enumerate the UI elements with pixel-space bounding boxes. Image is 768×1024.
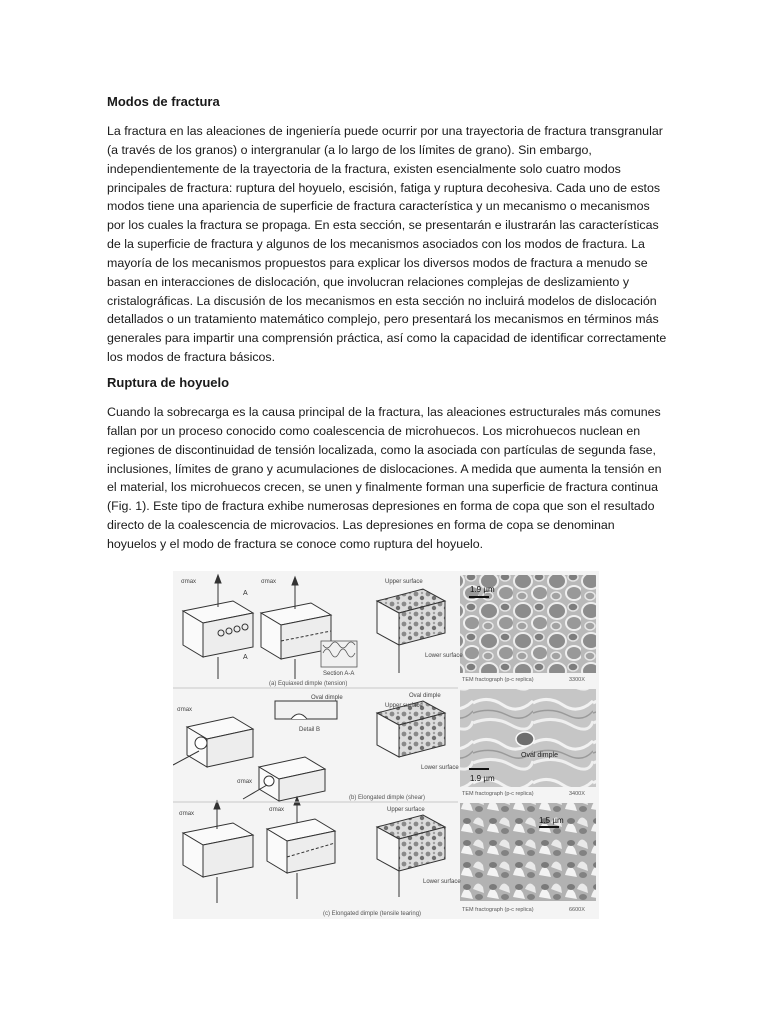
row-a-block-diagram-split: [261, 577, 331, 679]
row-c-scale-label: 1.5 µm: [539, 816, 564, 825]
row-b-label-1: Detail B: [299, 727, 321, 733]
row-a-scale-label: 1.9 µm: [470, 585, 495, 594]
row-b-label-6: σmax: [237, 779, 253, 785]
row-b-label-3: Upper surface: [385, 703, 423, 709]
row-b-magnification: 3400X: [569, 791, 585, 797]
row-c-label-2: Upper surface: [387, 807, 425, 813]
figure-dimple-rupture-modes: [173, 571, 599, 919]
row-b-label-7: Oval dimple: [521, 752, 558, 759]
row-b-micro-caption: TEM fractograph (p-c replica): [462, 791, 534, 797]
row-b-label-4: Lower surface: [421, 765, 459, 771]
row-a-label-3: A: [243, 654, 248, 661]
row-c-caption: (c) Elongated dimple (tensile tearing): [323, 911, 422, 917]
row-c-label-3: Lower surface: [423, 879, 461, 885]
section-heading-dimple-rupture: Ruptura de hoyuelo: [107, 375, 230, 390]
row-c-label-0: σmax: [179, 811, 195, 817]
row-b-block-diagram: [173, 717, 253, 767]
row-a-section-view: [321, 641, 357, 667]
row-b-elongated-dimple-shear: [173, 689, 596, 801]
paragraph-fracture-modes: La fractura en las aleaciones de ingeniería puede ocurrir por una trayectoria de fractura transgranular (a través de los granos) o intergranular (a lo largo de los límites de grano). Sin embargo, independientemente de la trayectoria de la fractura, existen esencialmente solo cuatro modos principales de fractura: ruptura del hoyuelo, escisión, fatiga y ruptura decohesiva. Cada uno de estos modos tiene una apariencia de superficie de fractura característica y un mecanismo o mecanismos por los cuales la fractura se propaga. En esta sección, se presentarán e ilustrarán las características de la superficie de fractura y algunos de los mecanismos asociados con los modos de fractura. La mayoría de los mecanismos propuestos para explicar los diversos modos de fractura a menudo se basan en interacciones de dislocación, que involucran relaciones complejas de deslizamiento y cristalográficas. La discusión de los mecanismos en esta sección no incluirá modelos de dislocación detallados o un tratamiento matemático complejo, pero presentará los mecanismos en términos más generales para impartir una comprensión práctica, así como la capacidad de identificar correctamente los modos de fractura básicos.: [107, 124, 667, 365]
row-c-magnification: 6600X: [569, 907, 585, 913]
row-b-label-5: σmax: [177, 707, 193, 713]
row-a-label-1: σmax: [261, 579, 277, 585]
row-b-scale-label: 1.9 µm: [470, 774, 495, 783]
row-a-label-4: Upper surface: [385, 579, 423, 585]
row-a-caption: (a) Equiaxed dimple (tension): [269, 681, 348, 687]
row-b-label-2: Oval dimple: [409, 693, 441, 699]
paragraph-dimple-rupture: Cuando la sobrecarga es la causa principal de la fractura, las aleaciones estructurales más comunes fallan por un proceso conocido como coalescencia de microhuecos. Los microhuecos nuclean en regiones de discontinuidad de tensión localizada, como la asociada con partículas de segunda fase, inclusiones, límites de grano y acumulaciones de dislocaciones. A medida que aumenta la tensión en el material, los microhuecos crecen, se unen y finalmente forman una superficie de fractura continua (Fig. 1). Este tipo de fractura exhibe numerosas depresiones en forma de copa que son el resultado directo de la coalescencia de microvacios. Las depresiones en forma de copa se denominan hoyuelos y el modo de fractura se conoce como ruptura del hoyuelo.: [107, 405, 662, 551]
row-a-label-2: A: [243, 590, 248, 597]
row-b-label-0: Oval dimple: [311, 695, 343, 701]
row-c-elongated-dimple-tearing: [179, 797, 596, 917]
row-a-micro-caption: TEM fractograph (p-c replica): [462, 677, 534, 683]
row-b-detail-diagram: [243, 701, 337, 801]
section-heading-fracture-modes: Modos de fractura: [107, 94, 220, 109]
row-a-fracture-surface-diagram: [377, 589, 445, 673]
row-a-magnification: 3300X: [569, 677, 585, 683]
row-c-micrograph: [460, 803, 596, 901]
row-b-caption: (b) Elongated dimple (shear): [349, 795, 426, 801]
row-c-micro-caption: TEM fractograph (p-c replica): [462, 907, 534, 913]
row-a-equiaxed-dimple: [181, 575, 596, 687]
row-a-label-5: Lower surface: [425, 653, 463, 659]
figure-illustration: [173, 571, 599, 919]
row-b-fracture-surface-diagram: [377, 701, 445, 757]
row-c-label-1: σmax: [269, 807, 285, 813]
row-a-label-6: Section A-A: [323, 671, 355, 677]
row-a-label-0: σmax: [181, 579, 197, 585]
